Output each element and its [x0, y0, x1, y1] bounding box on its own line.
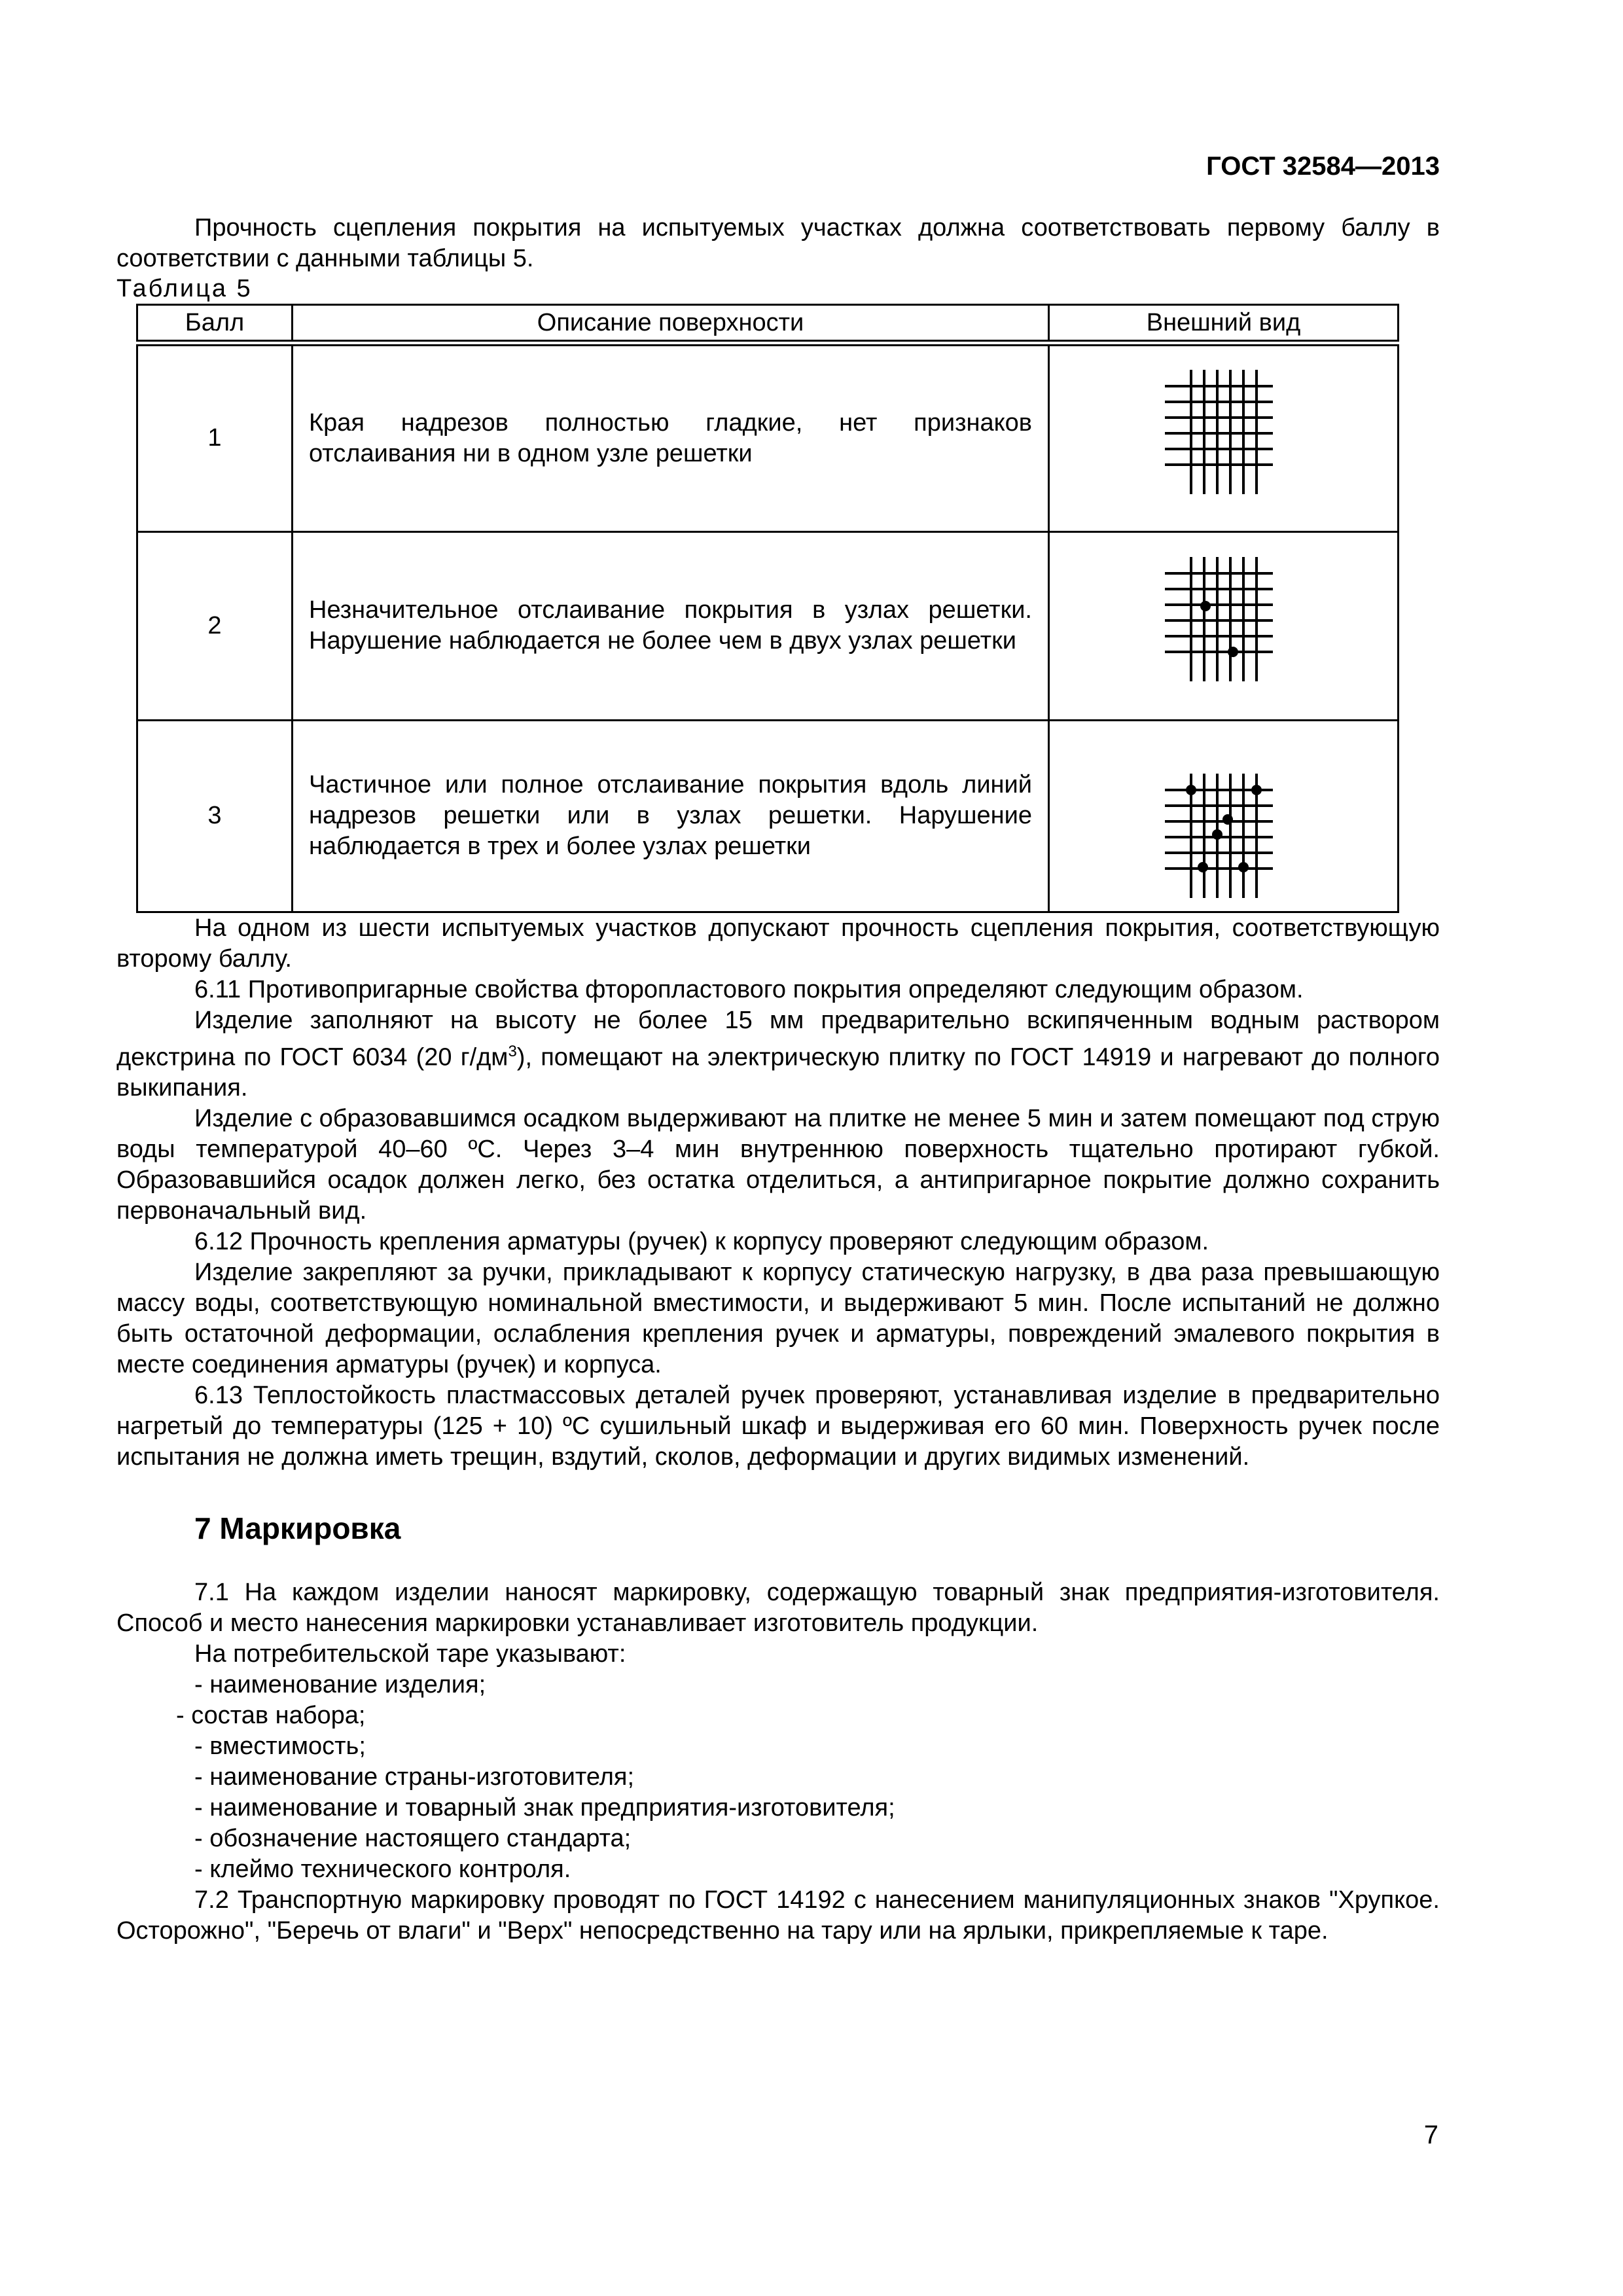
list-item: - наименование и товарный знак предприятия-изготовителя;: [194, 1794, 895, 1822]
paragraph-7-1: 7.1 На каждом изделии наносят маркировку, содержащую товарный знак предприятия-изготовителя. Способ и место нанесения маркировки устанавливает изготовитель продукции.: [116, 1579, 1440, 1638]
paragraph-7-2: 7.2 Транспортную маркировку проводят по ГОСТ 14192 с нанесением манипуляционных знаков "Хрупкое. Осторожно", "Беречь от влаги" и "Верх" непосредственно на тару или на ярлыки, прикрепляемые к таре.: [116, 1886, 1440, 1945]
description-cell: Частичное или полное отслаивание покрытия вдоль линий надрезов решетки или в узлах решетки. Нарушение наблюдается в трех и более узлах решетки: [293, 720, 1049, 912]
list-item: - клеймо технического контроля.: [194, 1856, 571, 1884]
intro-paragraph: Прочность сцепления покрытия на испытуемых участках должна соответствовать первому баллу в соответствии с данными таблицы 5.: [116, 214, 1440, 272]
list-intro: На потребительской таре указывают:: [194, 1640, 626, 1668]
header-description: Описание поверхности: [293, 305, 1049, 344]
paragraph-6-13: 6.13 Теплостойкость пластмассовых деталей ручек проверяют, устанавливая изделие в предварительно нагретый до температуры (125 + 10) ºC сушильный шкаф и выдерживая его 60 мин. Поверхность ручек после испытания не должна иметь трещин, вздутий, сколов, деформации и других видимых изменений.: [116, 1382, 1440, 1471]
table-row: [137, 531, 1399, 720]
page-content: [116, 213, 1440, 1946]
paragraph: [116, 1005, 1440, 1104]
list-item: - состав набора;: [176, 1702, 366, 1730]
paragraph-6-12: 6.12 Прочность крепления арматуры (ручек) к корпусу проверяют следующим образом.: [194, 1228, 1209, 1256]
table-row: [137, 720, 1399, 912]
defect-dot: [1238, 862, 1249, 872]
grid-many-defects-icon: [1165, 774, 1283, 905]
grid-no-defects-icon: [1165, 370, 1283, 501]
text: ), помещают на электрическую плитку по ГОСТ 14919 и нагревают до полного выкипания.: [116, 1043, 1440, 1102]
defect-dot: [1186, 785, 1196, 795]
paragraph: Изделие закрепляют за ручки, прикладывают к корпусу статическую нагрузку, в два раза превышающую массу воды, соответствующую номинальной вместимости, и выдерживают 5 мин. После испытаний не должно быть остаточной деформации, ослабления крепления ручек и арматуры, повреждений эмалевого покрытия в месте соединения арматуры (ручек) и корпуса.: [116, 1259, 1440, 1379]
header-appearance: Внешний вид: [1049, 305, 1399, 344]
page-number: 7: [1423, 2121, 1438, 2149]
grid-two-defects-icon: [1165, 557, 1283, 688]
paragraph: Изделие с образовавшимся осадком выдерживают на плитке не менее 5 мин и затем помещают под струю воды температурой 40–60 ºC. Через 3–4 мин внутреннюю поверхность тщательно протирают губкой. Образовавшийся осадок должен легко, без остатка отделиться, а антипригарное покрытие должно сохранить первоначальный вид.: [116, 1105, 1440, 1225]
description-cell: Края надрезов полностью гладкие, нет признаков отслаивания ни в одном узле решетки: [293, 343, 1049, 531]
list-item: - наименование страны-изготовителя;: [194, 1763, 635, 1791]
appearance-cell: [1049, 720, 1399, 912]
superscript: 3: [508, 1042, 517, 1060]
appearance-cell: [1049, 531, 1399, 720]
section-title: 7 Маркировка: [194, 1511, 401, 1546]
table-caption: Таблица 5: [116, 275, 253, 302]
description-cell: Незначительное отслаивание покрытия в узлах решетки. Нарушение наблюдается не более чем в двух узлах решетки: [293, 531, 1049, 720]
table-row: [137, 343, 1399, 531]
score-cell: 3: [137, 720, 293, 912]
list-item: - вместимость;: [194, 1732, 366, 1761]
defect-dot: [1251, 785, 1262, 795]
list-item: - наименование изделия;: [194, 1671, 486, 1699]
document-id: ГОСТ 32584—2013: [1206, 152, 1440, 181]
defect-dot: [1200, 601, 1211, 611]
defect-dot: [1222, 814, 1233, 825]
header-score: Балл: [137, 305, 293, 344]
defect-dot: [1212, 829, 1222, 840]
paragraph: На одном из шести испытуемых участков допускают прочность сцепления покрытия, соответствующую второму баллу.: [116, 914, 1440, 973]
text: Изделие заполняют на высоту не более 15 мм предварительно вскипяченным водным раствором декстрина по ГОСТ 6034 (20 г/дм: [116, 1006, 1440, 1071]
defect-dot: [1228, 647, 1238, 657]
paragraph-6-11: 6.11 Противопригарные свойства фторопластового покрытия определяют следующим образом.: [194, 975, 1304, 1003]
score-cell: 1: [137, 343, 293, 531]
coating-adhesion-table: [136, 304, 1399, 913]
score-cell: 2: [137, 531, 293, 720]
defect-dot: [1198, 862, 1208, 872]
list-item: - обозначение настоящего стандарта;: [194, 1825, 632, 1853]
appearance-cell: [1049, 343, 1399, 531]
